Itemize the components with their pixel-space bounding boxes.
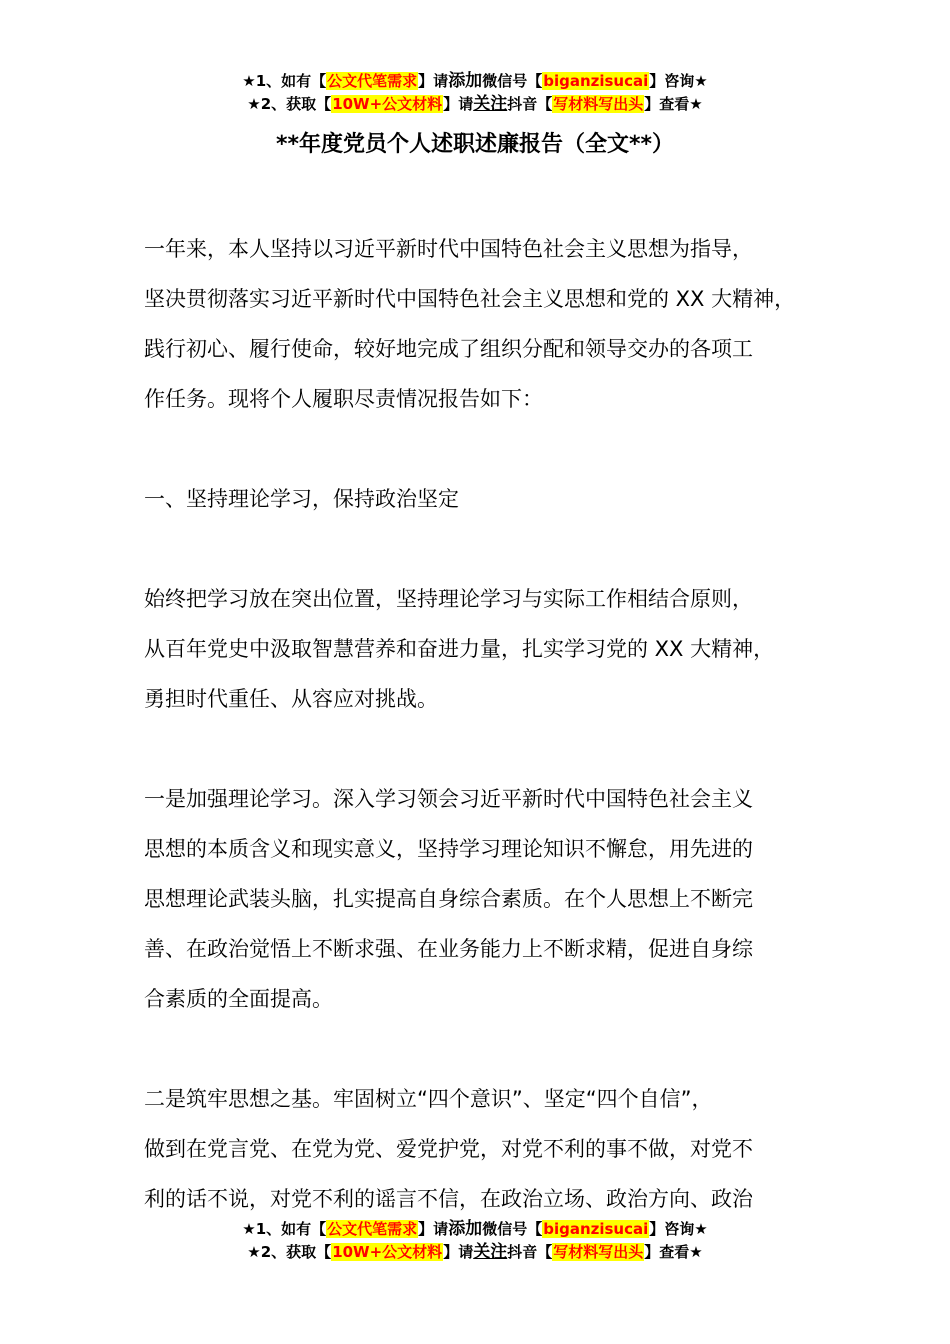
text-line: 坚决贯彻落实习近平新时代中国特色社会主义思想和党的 XX 大精神， <box>144 287 796 311</box>
banner-line-1 <box>0 70 950 93</box>
text-line: 一是加强理论学习。深入学习领会习近平新时代中国特色社会主义 <box>144 787 753 811</box>
banner-text: 】查看★ <box>644 1243 703 1261</box>
banner-highlight: 10W+公文材料 <box>332 95 443 113</box>
banner-highlight: 公文代笔需求 <box>327 72 418 90</box>
banner-highlight: 公文代笔需求 <box>327 1220 418 1238</box>
text-line: 二是筑牢思想之基。牢固树立“四个意识”、坚定“四个自信”， <box>144 1087 713 1111</box>
text-line: 勇担时代重任、从容应对挑战。 <box>144 687 438 711</box>
text-line: 合素质的全面提高。 <box>144 987 333 1011</box>
banner-text: 】请 <box>443 95 474 113</box>
text-line: 一、坚持理论学习，保持政治坚定 <box>144 487 459 511</box>
banner-text: 】请 <box>443 1243 474 1261</box>
banner-text: 】请 <box>418 72 449 90</box>
banner-text: ★1、如有【 <box>242 1220 327 1238</box>
banner-text: 微信号【 <box>482 72 543 90</box>
text-line: 始终把学习放在突出位置，坚持理论学习与实际工作相结合原则， <box>144 587 753 611</box>
paragraph-point-1 <box>144 774 834 1024</box>
text-line: 利的话不说，对党不利的谣言不信，在政治立场、政治方向、政治 <box>144 1187 753 1211</box>
text-line: 践行初心、履行使命，较好地完成了组织分配和领导交办的各项工 <box>144 337 753 361</box>
text-line: 做到在党言党、在党为党、爱党护党，对党不利的事不做，对党不 <box>144 1137 753 1161</box>
banner-highlight-wechat-id: biganzisucai <box>543 1220 649 1238</box>
banner-text: 】请 <box>418 1220 449 1238</box>
text-line: 思想理论武装头脑，扎实提高自身综合素质。在个人思想上不断完 <box>144 887 753 911</box>
banner-highlight-douyin: 写材料写出头 <box>553 1243 644 1261</box>
banner-highlight: 10W+公文材料 <box>332 1243 443 1261</box>
banner-highlight-douyin: 写材料写出头 <box>553 95 644 113</box>
banner-text: ★2、获取【 <box>247 1243 332 1261</box>
text-line: 一年来，本人坚持以习近平新时代中国特色社会主义思想为指导， <box>144 237 753 261</box>
paragraph-intro <box>144 224 834 424</box>
text-line: 作任务。现将个人履职尽责情况报告如下： <box>144 387 543 411</box>
banner-text: ★2、获取【 <box>247 95 332 113</box>
banner-text: 抖音【 <box>507 95 553 113</box>
banner-underlined: 关注 <box>473 1242 508 1262</box>
document-body <box>144 224 834 1274</box>
header-banner <box>0 70 950 116</box>
banner-underlined: 关注 <box>473 94 508 114</box>
banner-text: 微信号【 <box>482 1220 543 1238</box>
banner-line-1 <box>0 1218 950 1241</box>
banner-text: 】咨询★ <box>649 1220 708 1238</box>
banner-text: ★1、如有【 <box>242 72 327 90</box>
banner-emphasis: 添加 <box>448 1219 483 1239</box>
banner-highlight-wechat-id: biganzisucai <box>543 72 649 90</box>
banner-line-2 <box>0 93 950 116</box>
banner-line-2 <box>0 1241 950 1264</box>
text-line: 思想的本质含义和现实意义，坚持学习理论知识不懈怠，用先进的 <box>144 837 753 861</box>
footer-banner <box>0 1218 950 1264</box>
banner-text: 】咨询★ <box>649 72 708 90</box>
paragraph-section-1 <box>144 574 834 724</box>
banner-text: 】查看★ <box>644 95 703 113</box>
text-line: 善、在政治觉悟上不断求强、在业务能力上不断求精，促进自身综 <box>144 937 753 961</box>
section-heading-1 <box>144 474 834 524</box>
banner-text: 抖音【 <box>507 1243 553 1261</box>
banner-emphasis: 添加 <box>448 71 483 91</box>
document-title: **年度党员个人述职述廉报告（全文**） <box>275 132 675 157</box>
paragraph-point-2 <box>144 1074 834 1224</box>
text-line: 从百年党史中汲取智慧营养和奋进力量，扎实学习党的 XX 大精神， <box>144 637 775 661</box>
